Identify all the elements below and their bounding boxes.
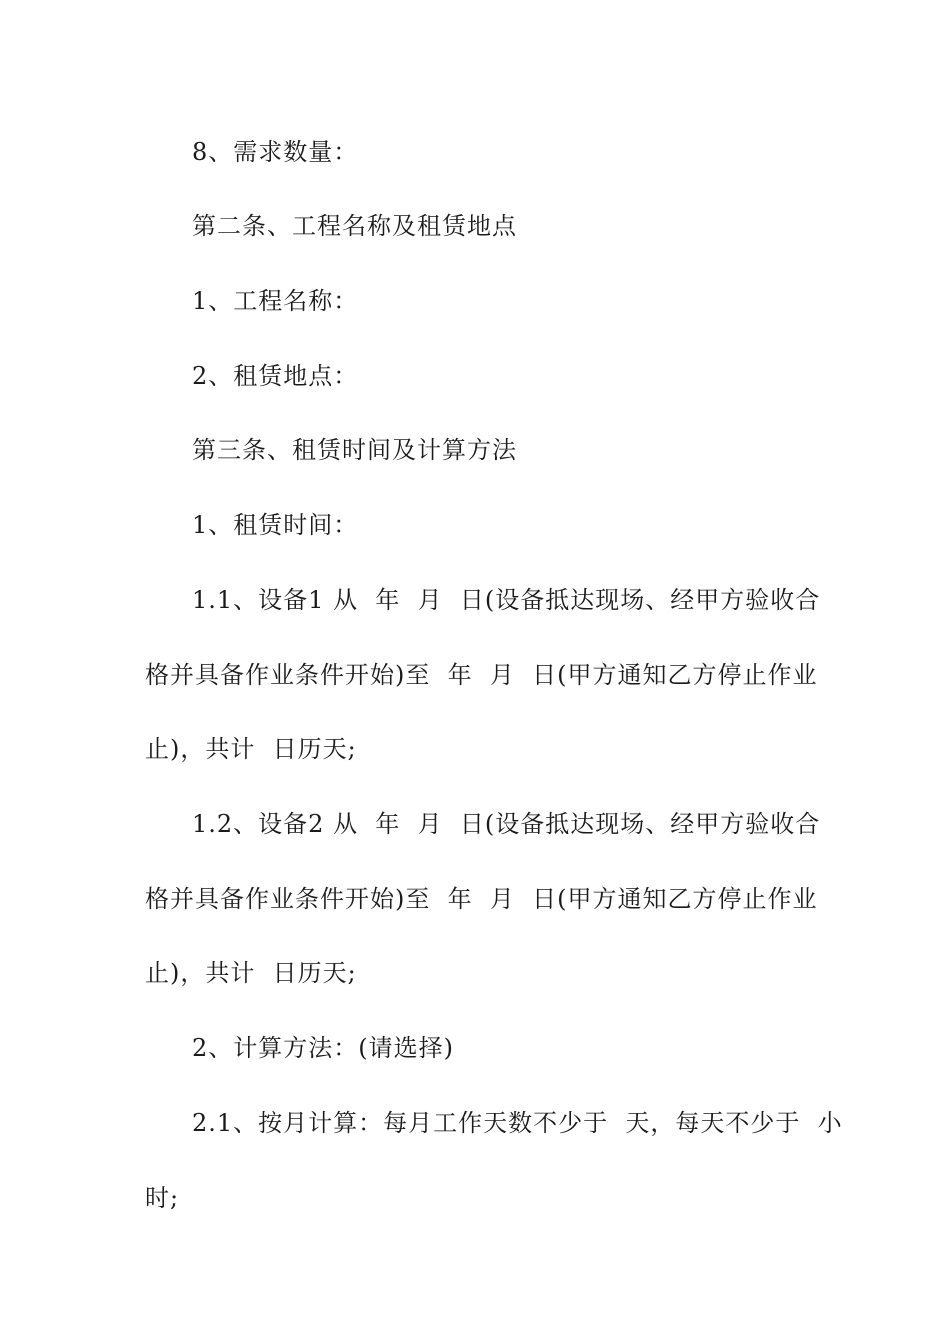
- item-lease-location: 2、租赁地点：: [192, 362, 359, 390]
- item-project-name: 1、工程名称：: [192, 287, 359, 315]
- clause-1-2-line-2: 格并具备作业条件开始)至 年 月 日(甲方通知乙方停止作业: [145, 885, 818, 913]
- clause-1-2-line-1: 1.2、设备2 从 年 月 日(设备抵达现场、经甲方验收合: [192, 810, 821, 838]
- clause-2-1-line-1: 2.1、按月计算：每月工作天数不少于 天，每天不少于 小: [192, 1109, 843, 1137]
- article-three-heading: 第三条、租赁时间及计算方法: [192, 436, 517, 464]
- clause-1-2-line-3: 止)，共计 日历天;: [145, 959, 357, 987]
- clause-1-1-line-3: 止)，共计 日历天;: [145, 735, 357, 763]
- clause-1-1-line-1: 1.1、设备1 从 年 月 日(设备抵达现场、经甲方验收合: [192, 586, 821, 614]
- article-two-heading: 第二条、工程名称及租赁地点: [192, 212, 517, 240]
- clause-1-1-line-2: 格并具备作业条件开始)至 年 月 日(甲方通知乙方停止作业: [145, 661, 818, 689]
- item-lease-time: 1、租赁时间：: [192, 511, 359, 539]
- item-calculation-method: 2、计算方法：(请选择): [192, 1034, 454, 1062]
- item-demand-quantity: 8、需求数量：: [192, 138, 359, 166]
- clause-2-1-line-2: 时;: [145, 1184, 180, 1212]
